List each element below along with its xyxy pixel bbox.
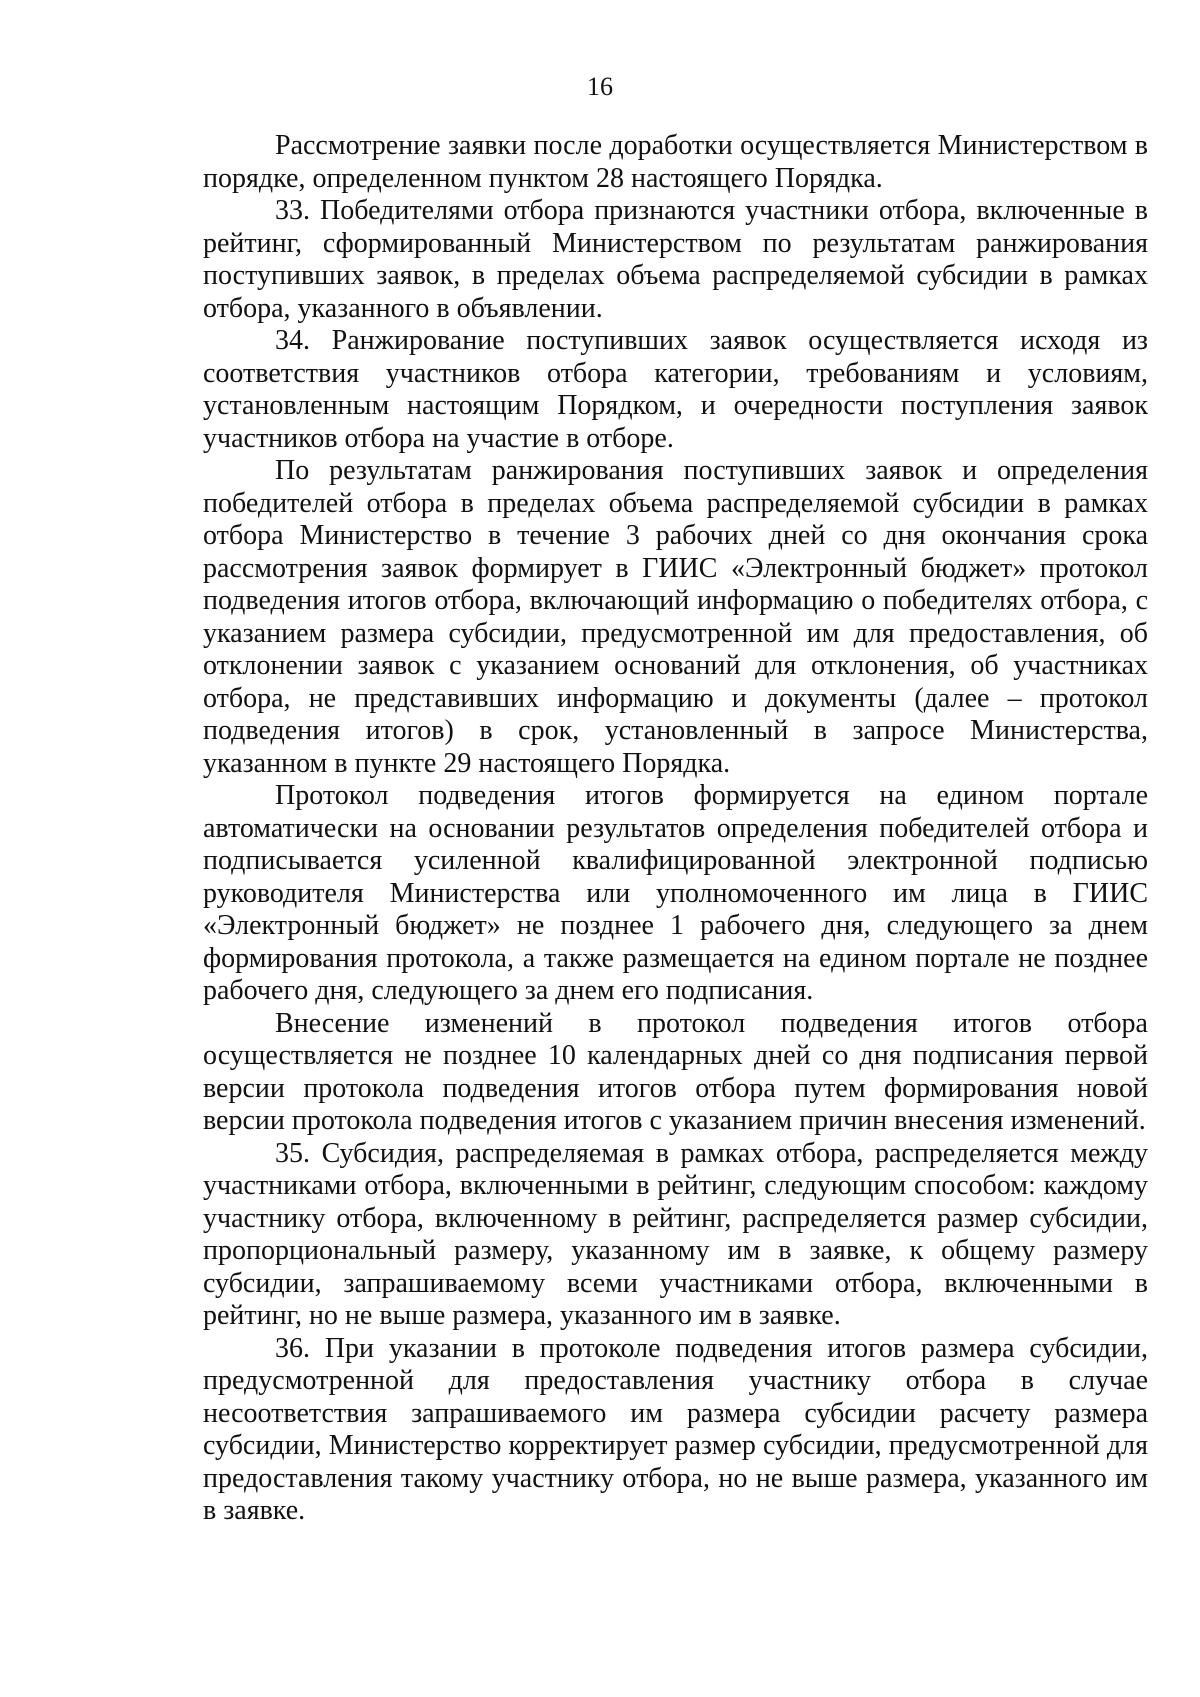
page-number: 16 — [587, 72, 613, 101]
paragraph-33-winners: 33. Победителями отбора признаются участники отбора, включенные в рейтинг, сформированный Министерством по результатам ранжирования поступивших заявок, в пределах объема распределяемой субсидии в рамках отбора, указанного в объявлении. — [203, 195, 1148, 324]
paragraph-protocol-signing: Протокол подведения итогов формируется на едином портале автоматически на основании результатов определения победителей отбора и подписывается усиленной квалифицированной электронной подписью руководителя Министерства или уполномоченного им лица в ГИИС «Электронный бюджет» не позднее 1 рабочего дня, следующего за днем формирования протокола, а также размещается на едином портале не позднее рабочего дня, следующего за днем его подписания. — [203, 780, 1148, 1006]
paragraph-35-distribution: 35. Субсидия, распределяемая в рамках отбора, распределяется между участниками отбора, включенными в рейтинг, следующим способом: каждому участнику отбора, включенному в рейтинг, распределяется размер субсидии, пропорциональный размеру, указанному им в заявке, к общему размеру субсидии, запрашиваемому всеми участниками отбора, включенными в рейтинг, но не выше размера, указанного им в заявке. — [203, 1137, 1148, 1331]
paragraph-ranking-results-protocol: По результатам ранжирования поступивших заявок и определения победителей отбора в пределах объема распределяемой субсидии в рамках отбора Министерство в течение 3 рабочих дней со дня окончания срока рассмотрения заявок формирует в ГИИС «Электронный бюджет» протокол подведения итогов отбора, включающий информацию о победителях отбора, с указанием размера субсидии, предусмотренной им для предоставления, об отклонении заявок с указанием оснований для отклонения, об участниках отбора, не представивших информацию и документы (далее – протокол подведения итогов) в срок, установленный в запросе Министерства, указанном в пункте 29 настоящего Порядка. — [203, 455, 1148, 779]
paragraph-34-ranking: 34. Ранжирование поступивших заявок осуществляется исходя из соответствия участников отбора категории, требованиям и условиям, установленным настоящим Порядком, и очередности поступления заявок участников отбора на участие в отборе. — [203, 325, 1148, 454]
paragraph-protocol-changes: Внесение изменений в протокол подведения итогов отбора осуществляется не позднее 10 календарных дней со дня подписания первой версии протокола подведения итогов отбора путем формирования новой версии протокола подведения итогов с указанием причин внесения изменений. — [203, 1007, 1148, 1136]
paragraph-36-correction: 36. При указании в протоколе подведения итогов размера субсидии, предусмотренной для предоставления участнику отбора в случае несоответствия запрашиваемого им размера субсидии расчету размера субсидии, Министерство корректирует размер субсидии, предусмотренной для предоставления такому участнику отбора, но не выше размера, указанного им в заявке. — [203, 1332, 1148, 1526]
document-body — [203, 130, 1148, 1528]
paragraph-review-after-revision: Рассмотрение заявки после доработки осуществляется Министерством в порядке, определенном пунктом 28 настоящего Порядка. — [203, 130, 1148, 194]
